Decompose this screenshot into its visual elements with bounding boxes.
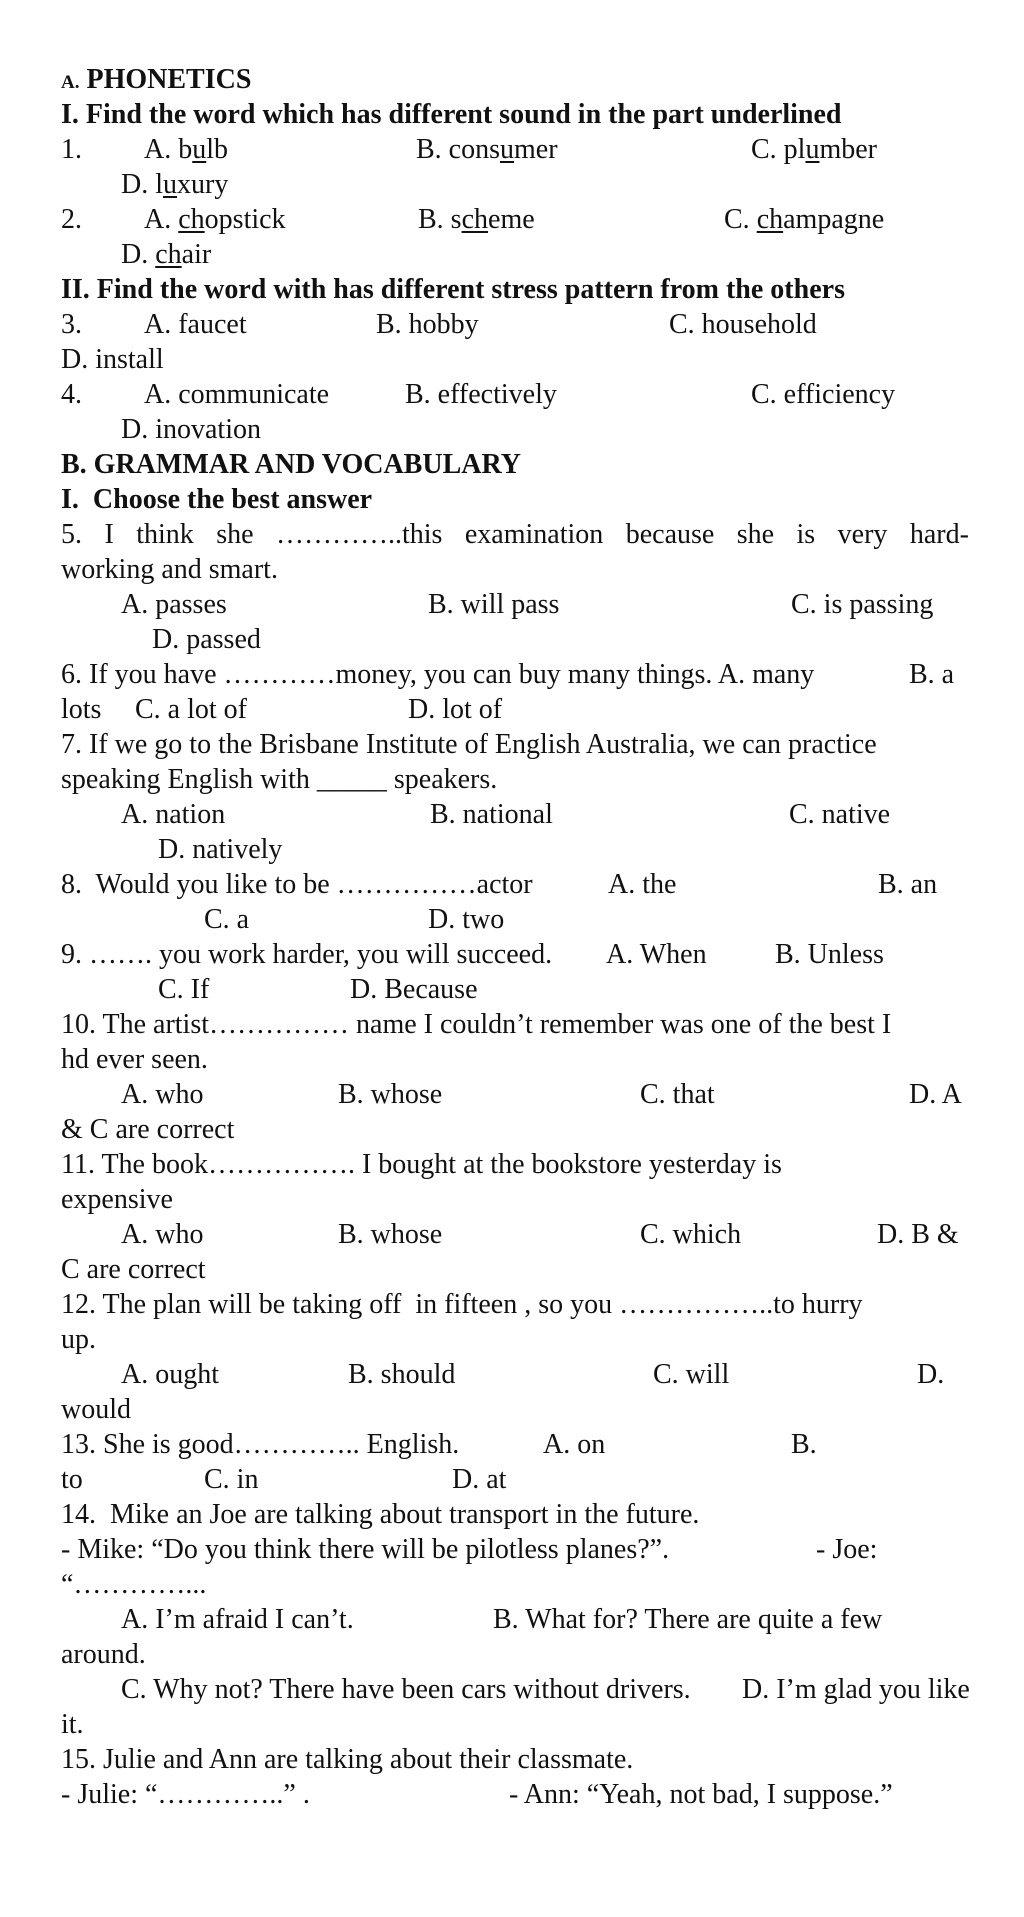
- question-14-dialogue: [0, 1532, 1024, 1567]
- option-c: C. a lot of: [135, 694, 247, 725]
- question-7-options-cont: [0, 832, 1024, 867]
- section-b-title: B. GRAMMAR AND VOCABULARY: [61, 449, 521, 480]
- question-14-options-2: [0, 1672, 1024, 1707]
- question-10-cont: hd ever seen.: [61, 1044, 208, 1075]
- option-a: A. nation: [121, 799, 226, 830]
- dialogue-mike: - Mike: “Do you think there will be pilotless planes?”.: [61, 1534, 670, 1565]
- option-c: C. plumber: [751, 134, 877, 165]
- question-14-options: [0, 1602, 1024, 1637]
- question-5-options-cont: [0, 622, 1024, 657]
- option-c: C. Why not? There have been cars without drivers.: [121, 1674, 691, 1705]
- question-7-options: [0, 797, 1024, 832]
- question-10-options-cont: & C are correct: [61, 1114, 235, 1145]
- option-b: B.: [791, 1429, 817, 1460]
- dialogue-ann: - Ann: “Yeah, not bad, I suppose.”: [509, 1779, 893, 1810]
- option-a: A. passes: [121, 589, 227, 620]
- option-c: C. is passing: [791, 589, 934, 620]
- option-d: D. natively: [158, 834, 283, 865]
- option-d: D. inovation: [121, 414, 261, 445]
- question-11: 11. The book……………. I bought at the bookstore yesterday is: [61, 1149, 782, 1180]
- question-5-stem: 5. I think she …………..this examination because she is very hard-: [61, 519, 969, 550]
- option-a: A. the: [608, 869, 677, 900]
- question-3: 3. A. faucet B. hobby C. household: [61, 309, 817, 340]
- question-14: 14. Mike an Joe are talking about transport in the future.: [61, 1499, 700, 1530]
- option-c: C. household: [669, 309, 817, 340]
- option-d: D. luxury: [121, 169, 229, 200]
- option-a: A. chopstick: [144, 204, 286, 235]
- question-12-cont: up.: [61, 1324, 96, 1355]
- option-b: B. consumer: [416, 134, 558, 165]
- option-b: B. What for? There are quite a few: [493, 1604, 883, 1635]
- option-d: D. install: [61, 344, 164, 375]
- question-4-cont: [0, 412, 1024, 447]
- option-d: D. Because: [350, 974, 478, 1005]
- option-b: B. scheme: [418, 204, 535, 235]
- option-a: A. communicate: [144, 379, 330, 410]
- option-b: B. will pass: [428, 589, 560, 620]
- question-10-options: [0, 1077, 1024, 1112]
- option-c: C. native: [789, 799, 891, 830]
- question-6-cont: lots C. a lot of D. lot of: [61, 694, 503, 725]
- option-c: C. which: [640, 1219, 742, 1250]
- option-b: B. whose: [338, 1079, 443, 1110]
- part-b1-heading: I. Choose the best answer: [61, 484, 373, 515]
- option-d: D. chair: [121, 239, 212, 270]
- option-c: C. that: [640, 1079, 715, 1110]
- option-d: D. B &: [877, 1219, 959, 1250]
- question-5-options: [0, 587, 1024, 622]
- question-14-blank: “…………...: [61, 1569, 207, 1600]
- option-b: B. national: [430, 799, 553, 830]
- option-b: B. an: [878, 869, 938, 900]
- option-c: C. in: [204, 1464, 259, 1495]
- question-11-options-cont: C are correct: [61, 1254, 206, 1285]
- section-a-prefix: A.: [61, 72, 80, 93]
- question-7: 7. If we go to the Brisbane Institute of English Australia, we can practice: [61, 729, 877, 760]
- option-d: D. I’m glad you like: [742, 1674, 970, 1705]
- option-d: D.: [917, 1359, 945, 1390]
- option-c: C. will: [653, 1359, 730, 1390]
- question-9: 9. ……. you work harder, you will succeed. A. When B. Unless: [61, 939, 884, 970]
- question-8-cont: [0, 902, 1024, 937]
- option-d: D. two: [428, 904, 505, 935]
- dialogue-joe: - Joe:: [816, 1534, 878, 1565]
- question-5: [0, 517, 1024, 552]
- question-11-options: [0, 1217, 1024, 1252]
- dialogue-julie: - Julie: “…………..” .: [61, 1779, 310, 1810]
- question-11-cont: expensive: [61, 1184, 173, 1215]
- option-b: B. should: [348, 1359, 456, 1390]
- question-5-cont: working and smart.: [61, 554, 278, 585]
- option-d: D. lot of: [408, 694, 503, 725]
- question-15: 15. Julie and Ann are talking about their classmate.: [61, 1744, 634, 1775]
- question-1: 1. A. bulb B. consumer C. plumber: [61, 134, 877, 165]
- question-12-options-cont: would: [61, 1394, 131, 1425]
- option-a: A. on: [543, 1429, 606, 1460]
- option-b: B. hobby: [376, 309, 479, 340]
- part-a1-heading: I. Find the word which has different sound in the part underlined: [61, 99, 842, 130]
- question-1-cont: [0, 167, 1024, 202]
- option-b: B. a: [909, 659, 955, 690]
- question-6: 6. If you have …………money, you can buy many things. A. many B. a: [61, 659, 955, 690]
- part-a2-heading: II. Find the word with has different stress pattern from the others: [61, 274, 845, 305]
- option-d: D. A: [909, 1079, 962, 1110]
- section-a-title: A. PHONETICS: [61, 64, 252, 95]
- question-8: 8. Would you like to be ……………actor A. the B. an: [61, 869, 938, 900]
- question-14-options-2-cont: it.: [61, 1709, 84, 1740]
- option-b: B. whose: [338, 1219, 443, 1250]
- option-a: A. faucet: [144, 309, 247, 340]
- option-a: A. who: [121, 1079, 204, 1110]
- question-12: 12. The plan will be taking off in fifteen , so you ……………..to hurry: [61, 1289, 863, 1320]
- question-13-cont: to C. in D. at: [61, 1464, 507, 1495]
- option-c: C. efficiency: [751, 379, 896, 410]
- option-c: C. champagne: [724, 204, 885, 235]
- option-a: A. bulb: [144, 134, 229, 165]
- option-b: B. effectively: [405, 379, 557, 410]
- option-c: C. a: [204, 904, 250, 935]
- option-a: A. When: [606, 939, 707, 970]
- question-2-cont: [0, 237, 1024, 272]
- option-a: A. ought: [121, 1359, 219, 1390]
- question-10: 10. The artist…………… name I couldn’t remember was one of the best I: [61, 1009, 892, 1040]
- question-12-options: [0, 1357, 1024, 1392]
- option-d: D. at: [452, 1464, 507, 1495]
- option-a: A. I’m afraid I can’t.: [121, 1604, 354, 1635]
- option-a: A. who: [121, 1219, 204, 1250]
- question-7-cont: speaking English with _____ speakers.: [61, 764, 498, 795]
- question-9-cont: [0, 972, 1024, 1007]
- question-2: 2. A. chopstick B. scheme C. champagne: [61, 204, 885, 235]
- question-3-cont: [0, 342, 1024, 377]
- option-b: B. Unless: [775, 939, 884, 970]
- question-4: 4. A. communicate B. effectively C. efficiency: [61, 379, 896, 410]
- option-d: D. passed: [152, 624, 261, 655]
- question-13: 13. She is good………….. English. A. on B.: [61, 1429, 817, 1460]
- question-15-dialogue: [0, 1777, 1024, 1812]
- option-c: C. If: [158, 974, 210, 1005]
- question-14-options-cont: around.: [61, 1639, 146, 1670]
